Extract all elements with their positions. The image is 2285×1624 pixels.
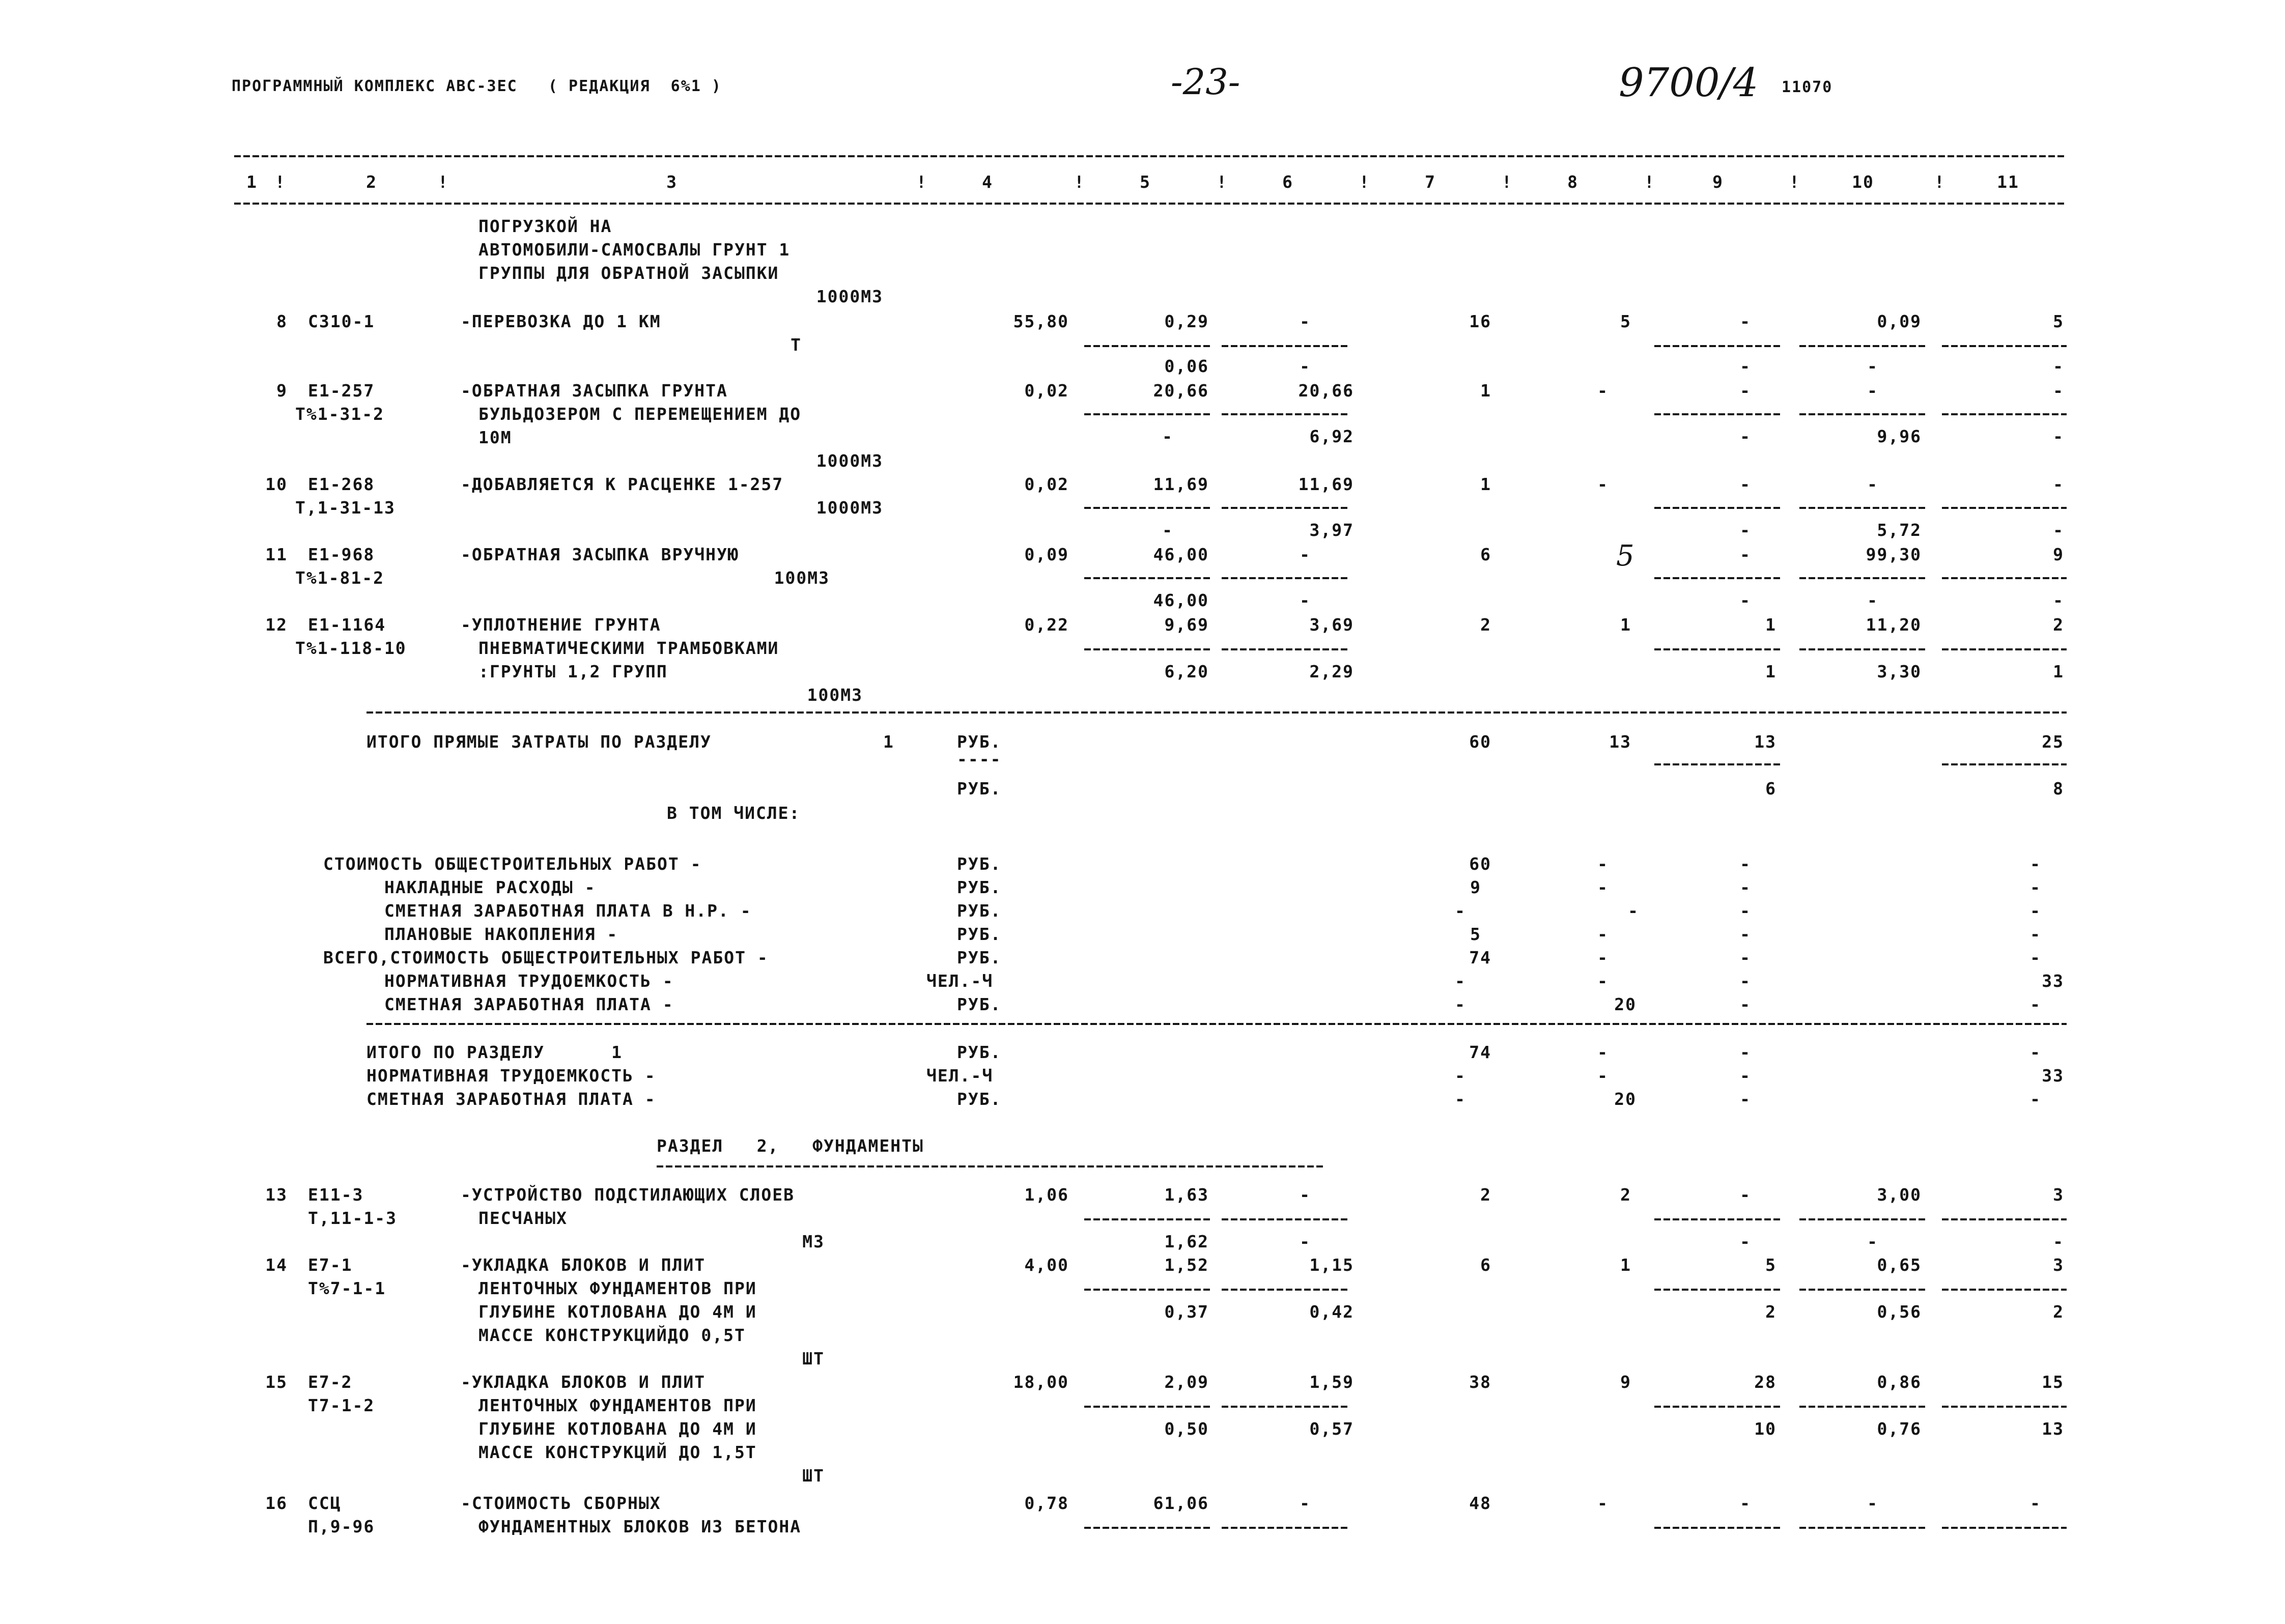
cell-c9: -	[1740, 474, 1751, 494]
cell-c7: 6	[1480, 1255, 1491, 1275]
cell-c6: 1,15	[1309, 1255, 1354, 1275]
cell-c9: -	[1740, 545, 1751, 564]
section-total-label: ИТОГО ПО РАЗДЕЛУ 1	[366, 1042, 623, 1062]
cell-c8: -	[1597, 877, 1609, 897]
cell-c4: 18,00	[1013, 1372, 1069, 1392]
divider	[366, 711, 2067, 714]
cell-c7: 6	[1480, 545, 1491, 564]
cell-c8: -	[1597, 971, 1609, 991]
row-desc: БУЛЬДОЗЕРОМ С ПЕРЕМЕЩЕНИЕМ ДО	[478, 404, 802, 424]
col-header-3: 3	[666, 172, 678, 192]
cell-c8: 5	[1620, 311, 1631, 331]
cell-c4: 0,09	[1024, 545, 1069, 564]
row-unit: ШТ	[802, 1349, 825, 1369]
row-code-2: Т,1-31-13	[295, 498, 396, 518]
cell-c9-sub: -	[1740, 1232, 1751, 1251]
cell-c9: -	[1740, 381, 1751, 401]
cell-c11: -	[2030, 854, 2041, 874]
col-header-6: 6	[1282, 172, 1293, 192]
cell-c5: 1,52	[1164, 1255, 1209, 1275]
cell-c6: 3,69	[1309, 615, 1354, 635]
cell-c8: 13	[1609, 732, 1631, 752]
cell-c8: -	[1597, 381, 1609, 401]
cell-c9-sub: 2	[1765, 1302, 1776, 1322]
cell-c11: 2	[2053, 615, 2064, 635]
cell-c11-sub: -	[2053, 1232, 2064, 1251]
row-number: 8	[276, 311, 288, 331]
cell-c10-sub: 0,56	[1877, 1302, 1922, 1322]
row-desc: МАССЕ КОНСТРУКЦИЙДО 0,5Т	[478, 1325, 746, 1345]
cell-c8: 20	[1614, 994, 1637, 1014]
cell-c9: -	[1740, 1089, 1751, 1109]
cell-c6: -	[1300, 1493, 1311, 1513]
col-header-8: 8	[1567, 172, 1578, 192]
cell-c9-sub: 1	[1765, 662, 1776, 681]
cell-c9: 1	[1765, 615, 1776, 635]
cell-c10: -	[1867, 381, 1878, 401]
row-desc: -УПЛОТНЕНИЕ ГРУНТА	[461, 615, 661, 635]
cell-c9-sub: -	[1740, 520, 1751, 540]
cell-c7: 60	[1469, 732, 1491, 752]
cell-c7: 2	[1480, 615, 1491, 635]
cell-c11-sub: -	[2053, 520, 2064, 540]
cell-c7: -	[1455, 901, 1466, 921]
row-number: 16	[265, 1493, 288, 1513]
cell-c5-sub: 46,00	[1153, 590, 1209, 610]
summary-section-no: 1	[883, 732, 894, 752]
cell-c11-sub: -	[2053, 356, 2064, 376]
row-code-2: Т7-1-2	[308, 1395, 375, 1415]
cell-c8: 9	[1620, 1372, 1631, 1392]
cell-c6: -	[1300, 311, 1311, 331]
cell-c7: -	[1455, 1089, 1466, 1109]
cell-c8: -	[1597, 1493, 1609, 1513]
cell-c11: -	[2053, 474, 2064, 494]
row-code: Е1-257	[308, 381, 375, 401]
cell-c6-sub: 6,92	[1309, 426, 1354, 446]
row-unit: Т	[791, 335, 802, 355]
cell-c9: -	[1740, 311, 1751, 331]
col-header-11: 11	[1997, 172, 2019, 192]
summary-label: ИТОГО ПРЯМЫЕ ЗАТРАТЫ ПО РАЗДЕЛУ	[366, 732, 712, 752]
summary-line-label: НОРМАТИВНАЯ ТРУДОЕМКОСТЬ -	[384, 971, 674, 991]
cell-c7: 5	[1470, 924, 1481, 944]
cell-c5: 9,69	[1164, 615, 1209, 635]
cell-c9: 5	[1765, 1255, 1776, 1275]
row-unit: 100М3	[774, 568, 830, 588]
row-code: Е1-1164	[308, 615, 386, 635]
summary-dashes: ----	[957, 749, 1002, 769]
cell-c7: -	[1455, 971, 1466, 991]
row-desc: ГРУППЫ ДЛЯ ОБРАТНОЙ ЗАСЫПКИ	[478, 263, 779, 283]
cell-c9: -	[1740, 877, 1751, 897]
section-total-label: СМЕТНАЯ ЗАРАБОТНАЯ ПЛАТА -	[366, 1089, 656, 1109]
cell-c8: -	[1597, 948, 1609, 967]
row-desc: :ГРУНТЫ 1,2 ГРУПП	[478, 662, 668, 681]
cell-c5: 11,69	[1153, 474, 1209, 494]
document-code: 11070	[1782, 78, 1833, 96]
divider	[366, 1023, 2067, 1025]
cell-c11: -	[2030, 877, 2041, 897]
cell-c9-sub: -	[1740, 426, 1751, 446]
cell-c9: -	[1740, 1493, 1751, 1513]
cell-c9: -	[1740, 948, 1751, 967]
summary-unit-2: РУБ.	[957, 779, 1002, 799]
row-desc: ПНЕВМАТИЧЕСКИМИ ТРАМБОВКАМИ	[478, 638, 779, 658]
cell-c5-sub: 6,20	[1164, 662, 1209, 681]
cell-c11: 3	[2053, 1255, 2064, 1275]
row-code-2: П,9-96	[308, 1517, 375, 1536]
row-code: Е1-968	[308, 545, 375, 564]
section-title: РАЗДЕЛ 2, ФУНДАМЕНТЫ	[657, 1136, 924, 1156]
row-desc: -ОБРАТНАЯ ЗАСЫПКА ГРУНТА	[461, 381, 728, 401]
cell-c11: 33	[2042, 1066, 2064, 1086]
cell-c11: -	[2030, 1493, 2041, 1513]
cell-c8: -	[1597, 924, 1609, 944]
row-desc: ПЕСЧАНЫХ	[478, 1208, 568, 1228]
col-header-4: 4	[982, 172, 993, 192]
cell-c5: 0,29	[1164, 311, 1209, 331]
col-header-1: 1	[246, 172, 258, 192]
cell-c10: 11,20	[1866, 615, 1922, 635]
cell-c8: 5	[1616, 539, 1634, 573]
cell-c8: 1	[1620, 1255, 1631, 1275]
cell-c7: 1	[1480, 474, 1491, 494]
summary-line-unit: РУБ.	[957, 877, 1002, 897]
cell-c9: -	[1740, 854, 1751, 874]
cell-c10-sub: 9,96	[1877, 426, 1922, 446]
cell-c11-sub: -	[2053, 426, 2064, 446]
section-total-unit: РУБ.	[957, 1089, 1002, 1109]
row-desc: -УСТРОЙСТВО ПОДСТИЛАЮЩИХ СЛОЕВ	[461, 1185, 795, 1205]
row-desc: ГЛУБИНЕ КОТЛОВАНА ДО 4М И	[478, 1419, 757, 1439]
row-desc: ЛЕНТОЧНЫХ ФУНДАМЕНТОВ ПРИ	[478, 1278, 757, 1298]
row-code: Е7-2	[308, 1372, 353, 1392]
cell-c8: 20	[1614, 1089, 1637, 1109]
cell-c6: 11,69	[1298, 474, 1354, 494]
page-number: -23-	[1171, 61, 1240, 103]
cell-c5-sub: -	[1162, 426, 1173, 446]
cell-c10: -	[1867, 1493, 1878, 1513]
cell-c6-sub: 3,97	[1309, 520, 1354, 540]
cell-c11: 9	[2053, 545, 2064, 564]
cell-c6-sub: -	[1300, 1232, 1311, 1251]
cell-c11: -	[2030, 1089, 2041, 1109]
cell-c11: -	[2030, 901, 2041, 921]
summary-line-label: СМЕТНАЯ ЗАРАБОТНАЯ ПЛАТА В Н.Р. -	[384, 901, 752, 921]
cell-c7: 1	[1480, 381, 1491, 401]
cell-c6: -	[1300, 545, 1311, 564]
cell-c7: 48	[1469, 1493, 1491, 1513]
cell-c9: -	[1740, 924, 1751, 944]
summary-line-unit: РУБ.	[957, 901, 1002, 921]
cell-c10-sub: 3,30	[1877, 662, 1922, 681]
col-header-7: 7	[1425, 172, 1436, 192]
cell-c11-sub: -	[2053, 590, 2064, 610]
row-number: 9	[276, 381, 288, 401]
row-code: ССЦ	[308, 1493, 342, 1513]
summary-unit: РУБ.	[957, 732, 1002, 752]
cell-c8: 2	[1620, 1185, 1631, 1205]
cell-c5: 1,63	[1164, 1185, 1209, 1205]
document-number: 9700/4	[1619, 60, 1759, 106]
cell-c6: -	[1300, 1185, 1311, 1205]
row-number: 10	[265, 474, 288, 494]
cell-c4: 1,06	[1024, 1185, 1069, 1205]
cell-c8: 1	[1620, 615, 1631, 635]
cell-c11-sub: 2	[2053, 1302, 2064, 1322]
cell-c10-sub: -	[1867, 356, 1878, 376]
cell-c9: -	[1740, 1185, 1751, 1205]
summary-line-unit: РУБ.	[957, 854, 1002, 874]
cell-c4: 55,80	[1013, 311, 1069, 331]
cell-c9: 28	[1754, 1372, 1776, 1392]
cell-c9-sub: 10	[1754, 1419, 1776, 1439]
row-desc: 10М	[478, 428, 512, 447]
cell-c11: 33	[2042, 971, 2064, 991]
cell-c4: 4,00	[1024, 1255, 1069, 1275]
cell-c9: -	[1740, 901, 1751, 921]
summary-line-label: ВСЕГО,СТОИМОСТЬ ОБЩЕСТРОИТЕЛЬНЫХ РАБОТ -	[323, 948, 769, 967]
cell-c11: 5	[2053, 311, 2064, 331]
cell-c5: 2,09	[1164, 1372, 1209, 1392]
row-unit: 1000М3	[816, 451, 883, 471]
row-code-2: Т%7-1-1	[308, 1278, 386, 1298]
cell-c8: -	[1628, 901, 1639, 921]
cell-c9: -	[1740, 1066, 1751, 1086]
row-unit: М3	[802, 1232, 825, 1251]
row-desc: ФУНДАМЕНТНЫХ БЛОКОВ ИЗ БЕТОНА	[478, 1517, 802, 1536]
cell-c9: -	[1740, 1042, 1751, 1062]
row-number: 11	[265, 545, 288, 564]
row-code-2: Т%1-31-2	[295, 404, 384, 424]
cell-c11: 3	[2053, 1185, 2064, 1205]
col-header-10: 10	[1852, 172, 1874, 192]
cell-c9: 13	[1754, 732, 1776, 752]
cell-c8: -	[1597, 474, 1609, 494]
cell-c7: 60	[1469, 854, 1491, 874]
cell-c10: 3,00	[1877, 1185, 1922, 1205]
cell-c9-sub: -	[1740, 590, 1751, 610]
row-desc: ЛЕНТОЧНЫХ ФУНДАМЕНТОВ ПРИ	[478, 1395, 757, 1415]
row-code: Е7-1	[308, 1255, 353, 1275]
row-desc: -УКЛАДКА БЛОКОВ И ПЛИТ	[461, 1255, 706, 1275]
cell-c6: 20,66	[1298, 381, 1354, 401]
row-number: 14	[265, 1255, 288, 1275]
row-code: Е11-3	[308, 1185, 364, 1205]
cell-c7: 16	[1469, 311, 1491, 331]
summary-line-unit: ЧЕЛ.-Ч	[926, 971, 994, 991]
cell-c10: 0,86	[1877, 1372, 1922, 1392]
cell-c11: -	[2030, 994, 2041, 1014]
cell-c9-sub: -	[1740, 356, 1751, 376]
cell-c8: -	[1597, 854, 1609, 874]
cell-c6-sub: -	[1300, 590, 1311, 610]
divider	[234, 203, 2067, 205]
cell-c7: 2	[1480, 1185, 1491, 1205]
row-number: 12	[265, 615, 288, 635]
section-total-unit: ЧЕЛ.-Ч	[926, 1066, 994, 1086]
row-unit: 1000М3	[816, 287, 883, 306]
cell-c9: -	[1740, 971, 1751, 991]
divider	[234, 155, 2067, 157]
row-code: С310-1	[308, 311, 375, 331]
cell-c11: 25	[2042, 732, 2064, 752]
cell-c7: 9	[1470, 877, 1481, 897]
summary-line-unit: РУБ.	[957, 994, 1002, 1014]
cell-c10-sub: -	[1867, 590, 1878, 610]
summary-line-unit: РУБ.	[957, 948, 1002, 967]
summary-line-unit: РУБ.	[957, 924, 1002, 944]
row-desc: -СТОИМОСТЬ СБОРНЫХ	[461, 1493, 661, 1513]
cell-c10: 0,65	[1877, 1255, 1922, 1275]
cell-c7: 74	[1469, 1042, 1491, 1062]
row-unit: 100М3	[807, 685, 863, 705]
section-total-label: НОРМАТИВНАЯ ТРУДОЕМКОСТЬ -	[366, 1066, 656, 1086]
cell-c5-sub: 0,50	[1164, 1419, 1209, 1439]
row-desc: -ПЕРЕВОЗКА ДО 1 КМ	[461, 311, 661, 331]
row-number: 15	[265, 1372, 288, 1392]
cell-c10: 0,09	[1877, 311, 1922, 331]
cell-c11-sub: 13	[2042, 1419, 2064, 1439]
cell-c5: 46,00	[1153, 545, 1209, 564]
cell-c11: -	[2053, 381, 2064, 401]
section-total-unit: РУБ.	[957, 1042, 1002, 1062]
col-header-9: 9	[1712, 172, 1724, 192]
cell-c7: 38	[1469, 1372, 1491, 1392]
cell-c10: 99,30	[1866, 545, 1922, 564]
program-title: ПРОГРАММНЫЙ КОМПЛЕКС АВС-3ЕС ( РЕДАКЦИЯ 6%1 )	[232, 77, 722, 95]
cell-c6-sub: 2,29	[1309, 662, 1354, 681]
cell-c11: -	[2030, 948, 2041, 967]
cell-c11: 15	[2042, 1372, 2064, 1392]
row-desc: АВТОМОБИЛИ-САМОСВАЛЫ ГРУНТ 1	[478, 240, 791, 260]
row-code-2: Т%1-118-10	[295, 638, 407, 658]
summary-line-label: ПЛАНОВЫЕ НАКОПЛЕНИЯ -	[384, 924, 618, 944]
cell-c4: 0,22	[1024, 615, 1069, 635]
summary-line-label: СМЕТНАЯ ЗАРАБОТНАЯ ПЛАТА -	[384, 994, 674, 1014]
row-code-2: Т%1-81-2	[295, 568, 384, 588]
cell-c4: 0,78	[1024, 1493, 1069, 1513]
cell-c5-sub: 1,62	[1164, 1232, 1209, 1251]
cell-c5: 20,66	[1153, 381, 1209, 401]
cell-c6-sub: 0,42	[1309, 1302, 1354, 1322]
including-heading: В ТОМ ЧИСЛЕ:	[667, 803, 801, 823]
row-desc: -ОБРАТНАЯ ЗАСЫПКА ВРУЧНУЮ	[461, 545, 739, 564]
cell-c6-sub: -	[1300, 356, 1311, 376]
cell-c5-sub: 0,06	[1164, 356, 1209, 376]
row-number: 13	[265, 1185, 288, 1205]
cell-c11: -	[2030, 1042, 2041, 1062]
cell-c4: 0,02	[1024, 381, 1069, 401]
cell-c5-sub: 0,37	[1164, 1302, 1209, 1322]
cell-c9: -	[1740, 994, 1751, 1014]
row-desc: ГЛУБИНЕ КОТЛОВАНА ДО 4М И	[478, 1302, 757, 1322]
cell-c10: -	[1867, 474, 1878, 494]
divider	[657, 1165, 1323, 1167]
cell-c10-sub: -	[1867, 1232, 1878, 1251]
cell-c7: -	[1455, 1066, 1466, 1086]
cell-c11: -	[2030, 924, 2041, 944]
cell-c11-sub: 8	[2053, 779, 2064, 799]
row-unit: ШТ	[802, 1466, 825, 1486]
cell-c11-sub: 1	[2053, 662, 2064, 681]
row-desc: ПОГРУЗКОЙ НА	[478, 216, 612, 236]
cell-c10-sub: 0,76	[1877, 1419, 1922, 1439]
cell-c6: 1,59	[1309, 1372, 1354, 1392]
cell-c7: -	[1455, 994, 1466, 1014]
cell-c5: 61,06	[1153, 1493, 1209, 1513]
row-desc: МАССЕ КОНСТРУКЦИЙ ДО 1,5Т	[478, 1442, 757, 1462]
row-desc: -ДОБАВЛЯЕТСЯ К РАСЦЕНКЕ 1-257	[461, 474, 784, 494]
summary-line-label: СТОИМОСТЬ ОБЩЕСТРОИТЕЛЬНЫХ РАБОТ -	[323, 854, 702, 874]
col-header-5: 5	[1140, 172, 1151, 192]
cell-c6-sub: 0,57	[1309, 1419, 1354, 1439]
cell-c7: 74	[1469, 948, 1491, 967]
cell-c9-sub: 6	[1765, 779, 1776, 799]
col-header-2: 2	[366, 172, 377, 192]
cell-c5-sub: -	[1162, 520, 1173, 540]
cell-c8: -	[1597, 1066, 1609, 1086]
row-code: Е1-268	[308, 474, 375, 494]
row-unit: 1000М3	[816, 498, 883, 518]
cell-c4: 0,02	[1024, 474, 1069, 494]
cell-c8: -	[1597, 1042, 1609, 1062]
cell-c10-sub: 5,72	[1877, 520, 1922, 540]
row-desc: -УКЛАДКА БЛОКОВ И ПЛИТ	[461, 1372, 706, 1392]
summary-line-label: НАКЛАДНЫЕ РАСХОДЫ -	[384, 877, 596, 897]
row-code-2: Т,11-1-3	[308, 1208, 397, 1228]
